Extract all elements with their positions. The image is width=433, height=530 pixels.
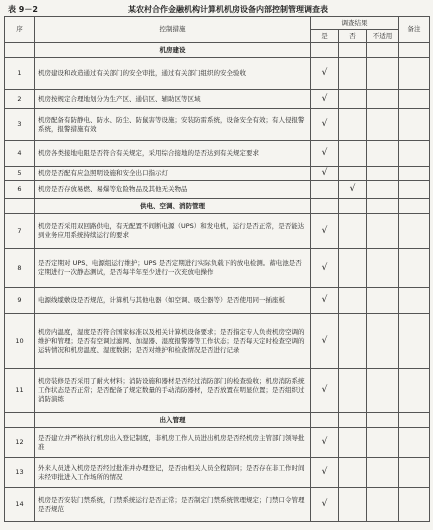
section-empty-cell — [311, 199, 339, 214]
row-measure: 机房是否采用双回路供电，有无配置不间断电源（UPS）和发电机，运行是否正常，是否能达到业务应用系统持续运行的要求 — [35, 214, 311, 249]
result-yes-cell — [311, 141, 339, 167]
table-row — [5, 181, 430, 199]
result-na-cell — [367, 458, 399, 488]
result-yes-cell — [311, 181, 339, 199]
survey-table-body — [5, 43, 430, 522]
header-no: 否 — [339, 30, 367, 43]
row-note — [399, 90, 430, 109]
row-number: 4 — [5, 141, 35, 167]
section-no-cell — [5, 43, 35, 58]
result-na-cell — [367, 288, 399, 314]
table-row — [5, 167, 430, 181]
row-note — [399, 458, 430, 488]
row-note — [399, 214, 430, 249]
result-yes-cell — [311, 428, 339, 458]
result-no-cell — [339, 58, 367, 90]
section-title: 供电、空调、消防管理 — [35, 199, 311, 214]
row-number: 9 — [5, 288, 35, 314]
result-no-cell — [339, 428, 367, 458]
check-mark: √ — [321, 467, 328, 477]
check-mark: √ — [321, 225, 328, 236]
row-number: 7 — [5, 214, 35, 249]
check-mark: √ — [321, 262, 328, 273]
result-na-cell — [367, 214, 399, 249]
row-measure: 机房是否配有应急照明设施和安全出口指示灯 — [35, 167, 311, 181]
section-title: 出入管理 — [35, 413, 311, 428]
result-na-cell — [367, 90, 399, 109]
table-row — [5, 214, 430, 249]
section-row — [5, 43, 430, 58]
section-no-cell — [5, 413, 35, 428]
result-na-cell — [367, 488, 399, 522]
table-row — [5, 288, 430, 314]
section-empty-cell — [339, 199, 367, 214]
row-number: 1 — [5, 58, 35, 90]
row-note — [399, 288, 430, 314]
result-no-cell — [339, 90, 367, 109]
survey-table — [4, 16, 430, 522]
result-yes-cell — [311, 167, 339, 181]
row-number: 12 — [5, 428, 35, 458]
table-title: 某农村合作金融机构计算机机房设备内部控制管理调查表 — [128, 5, 328, 14]
section-empty-cell — [339, 413, 367, 428]
row-measure: 是否定期对 UPS、电源组运行维护；UPS 是否定期进行实际负载下的放电检测。蓄电池是否定期进行一次静态测试，是否每半年至少进行一次充放电操作 — [35, 249, 311, 288]
header-note: 备注 — [399, 17, 430, 43]
check-mark: √ — [349, 184, 356, 194]
result-no-cell — [339, 488, 367, 522]
result-no-cell — [339, 369, 367, 413]
table-row — [5, 58, 430, 90]
row-note — [399, 58, 430, 90]
check-mark: √ — [321, 385, 328, 395]
section-empty-cell — [339, 43, 367, 58]
section-empty-cell — [399, 199, 430, 214]
result-yes-cell — [311, 90, 339, 109]
section-empty-cell — [367, 199, 399, 214]
result-no-cell — [339, 249, 367, 288]
section-no-cell — [5, 199, 35, 214]
row-note — [399, 428, 430, 458]
result-na-cell — [367, 141, 399, 167]
section-row — [5, 199, 430, 214]
row-measure: 机房各类接地电阻是否符合有关规定，采用综合接地的是否达到有关规定要求 — [35, 141, 311, 167]
section-title: 机房建设 — [35, 43, 311, 58]
row-measure: 外来人员进入机房是否经过批准并办理登记，是否由相关人员全程陪同；是否存在非工作时间未经审批进入工作场所的情况 — [35, 458, 311, 488]
section-empty-cell — [399, 413, 430, 428]
row-note — [399, 181, 430, 199]
result-na-cell — [367, 167, 399, 181]
table-row — [5, 109, 430, 141]
table-row — [5, 488, 430, 522]
result-no-cell — [339, 288, 367, 314]
table-row — [5, 141, 430, 167]
check-mark: √ — [321, 119, 328, 129]
row-number: 6 — [5, 181, 35, 199]
result-yes-cell — [311, 214, 339, 249]
row-number: 8 — [5, 249, 35, 288]
row-measure: 机房配备有防静电、防水、防尘、防鼠害等设施；安装防雷系统，设备安全有效；有人侵报警系统，报警措施有效 — [35, 109, 311, 141]
row-measure: 是否建立并严格执行机房出入登记制度，非机房工作人员进出机房是否经机房主管部门领导批准 — [35, 428, 311, 458]
result-na-cell — [367, 314, 399, 369]
row-note — [399, 167, 430, 181]
check-mark: √ — [321, 68, 328, 78]
result-no-cell — [339, 181, 367, 199]
table-row — [5, 314, 430, 369]
check-mark: √ — [321, 93, 328, 104]
row-number: 14 — [5, 488, 35, 522]
result-na-cell — [367, 428, 399, 458]
section-empty-cell — [399, 43, 430, 58]
row-note — [399, 488, 430, 522]
row-note — [399, 314, 430, 369]
row-measure: 电源线缆敷设是否规范，计算机与其他电器（如空调、吸尘器等）是否使用同一插座板 — [35, 288, 311, 314]
row-measure: 机房是否安装门禁系统，门禁系统运行是否正常；是否制定门禁系统管理规定；门禁口令管理是否规范 — [35, 488, 311, 522]
row-number: 3 — [5, 109, 35, 141]
header-measures: 控制措施 — [35, 17, 311, 43]
check-mark: √ — [321, 499, 328, 509]
row-measure: 机房内温度，湿度是否符合国家标准以及相关计算机设备要求；是否指定专人负责机房空调的维护和管理；是否有空调过滤网、加湿器、湿度报警器等工作状态；是否每天定时检查空调的运转情况和机房温度、湿度数据；是否对维护和检查情况是否进行记录 — [35, 314, 311, 369]
result-na-cell — [367, 109, 399, 141]
section-row — [5, 413, 430, 428]
row-number: 11 — [5, 369, 35, 413]
row-measure: 机房建设和改造通过有关部门的安全审批，通过有关部门组织的安全验收 — [35, 58, 311, 90]
result-yes-cell — [311, 109, 339, 141]
row-number: 13 — [5, 458, 35, 488]
table-number: 表 9－2 — [8, 5, 38, 14]
table-row — [5, 90, 430, 109]
result-yes-cell — [311, 58, 339, 90]
table-caption — [8, 2, 428, 16]
header-result: 调查结果 — [311, 17, 399, 30]
result-na-cell — [367, 58, 399, 90]
result-no-cell — [339, 214, 367, 249]
result-no-cell — [339, 458, 367, 488]
result-yes-cell — [311, 249, 339, 288]
section-empty-cell — [367, 413, 399, 428]
table-row — [5, 428, 430, 458]
result-na-cell — [367, 369, 399, 413]
result-no-cell — [339, 141, 367, 167]
result-no-cell — [339, 109, 367, 141]
row-number: 10 — [5, 314, 35, 369]
header-yes: 是 — [311, 30, 339, 43]
row-number: 2 — [5, 90, 35, 109]
result-yes-cell — [311, 458, 339, 488]
row-measure: 机房是否存放易燃、易爆等危险物品及其他无关物品 — [35, 181, 311, 199]
check-mark: √ — [321, 437, 328, 447]
result-na-cell — [367, 249, 399, 288]
section-empty-cell — [367, 43, 399, 58]
result-na-cell — [367, 181, 399, 199]
table-row — [5, 369, 430, 413]
row-note — [399, 369, 430, 413]
check-mark: √ — [321, 168, 328, 178]
row-note — [399, 109, 430, 141]
check-mark: √ — [321, 335, 328, 346]
section-empty-cell — [311, 413, 339, 428]
result-yes-cell — [311, 288, 339, 314]
row-measure: 机房装修是否采用了耐火材料；消防设施和器材是否经过消防部门的检查验收；机房消防系统工作状态是否正常；是否配备了规定数量的手动消防器材，是否放置在明显位置；是否组织过消防演练 — [35, 369, 311, 413]
section-empty-cell — [311, 43, 339, 58]
result-no-cell — [339, 314, 367, 369]
result-yes-cell — [311, 314, 339, 369]
row-note — [399, 141, 430, 167]
result-yes-cell — [311, 488, 339, 522]
check-mark: √ — [321, 148, 328, 158]
header-na: 不适用 — [367, 30, 399, 43]
table-row — [5, 458, 430, 488]
row-note — [399, 249, 430, 288]
row-number: 5 — [5, 167, 35, 181]
result-no-cell — [339, 167, 367, 181]
header-seq: 序 — [5, 17, 35, 43]
check-mark: √ — [321, 295, 328, 305]
table-row — [5, 249, 430, 288]
result-yes-cell — [311, 369, 339, 413]
row-measure: 机房按规定合理地划分为生产区、通信区、辅助区等区域 — [35, 90, 311, 109]
